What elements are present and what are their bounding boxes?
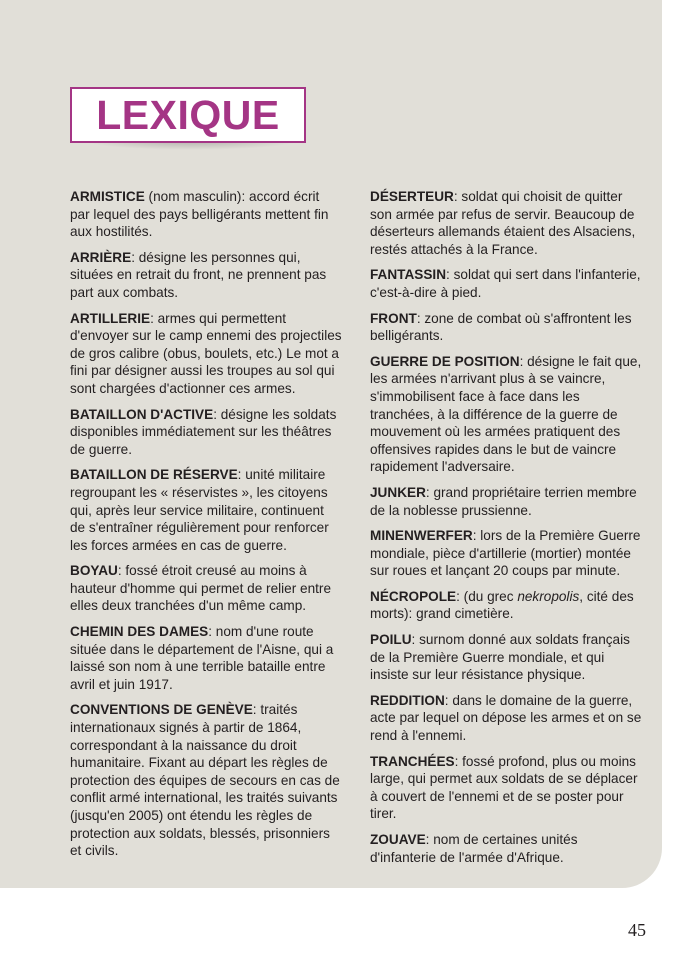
entry-term: REDDITION <box>370 692 445 708</box>
entry-definition: : nom de certaines unités d'infanterie de l'armée d'Afrique. <box>370 832 578 865</box>
entry-definition: : fossé étroit creusé au moins à hauteur d'homme qui permet de relier entre elles deux tranchées d'un même camp. <box>70 563 332 614</box>
entry-term: NÉCROPOLE <box>370 588 457 604</box>
lexicon-entry <box>70 623 342 693</box>
entry-term: ARMISTICE <box>70 189 145 204</box>
lexicon-entry <box>70 406 342 459</box>
page-title: LEXIQUE <box>96 91 280 138</box>
lexicon-entry <box>70 466 342 554</box>
entry-term: TRANCHÉES <box>370 753 455 769</box>
lexicon-entry <box>70 562 342 615</box>
entry-term: BATAILLON DE RÉSERVE <box>70 467 238 483</box>
entry-term: POILU <box>370 632 412 648</box>
lexicon-entry <box>70 701 342 859</box>
lexicon-entry <box>70 310 342 398</box>
right-column <box>370 188 645 874</box>
entry-term: CONVENTIONS DE GENÈVE <box>70 702 253 718</box>
entry-definition: : soldat qui choisit de quitter son armée par refus de servir. Beaucoup de déserteurs allemands étaient des Alsaciens, restés attachés à la France. <box>370 189 636 257</box>
entry-definition: : désigne les soldats disponibles immédiatement sur les théâtres de guerre. <box>70 406 337 457</box>
entry-definition: : lors de la Première Guerre mondiale, pièce d'artillerie (mortier) montée sur roues et lançant 20 coups par minute. <box>370 528 641 579</box>
entry-definition: : surnom donné aux soldats français de la Première Guerre mondiale, et qui insiste sur leur résistance physique. <box>370 632 630 683</box>
entry-definition: : fossé profond, plus ou moins large, qui permet aux soldats de se déplacer à couvert de l'ennemi et de se poster pour tirer. <box>370 753 638 822</box>
entry-definition: : désigne le fait que, les armées n'arrivant plus à se vaincre, s'immobilisent face à face dans les tranchées, à la différence de la guerre de mouvement où les armées pratiquent des offensives rapides dans le but de vaincre rapidement l'adversaire. <box>370 353 642 475</box>
entry-term: MINENWERFER <box>370 528 473 544</box>
entry-definition: : désigne les personnes qui, situées en retrait du front, ne prennent pas part aux combats. <box>70 249 327 300</box>
lexicon-entry <box>370 753 645 823</box>
lexicon-entry <box>370 527 645 580</box>
entry-term: DÉSERTEUR <box>370 189 454 204</box>
entry-definition: : grand propriétaire terrien membre de la noblesse prussienne. <box>370 484 637 518</box>
entry-definition: : soldat qui sert dans l'infanterie, c'est-à-dire à pied. <box>370 267 641 300</box>
entry-definition: : dans le domaine de la guerre, acte par lequel on dépose les armes et on se rend à l'ennemi. <box>370 692 642 744</box>
entry-term: GUERRE DE POSITION <box>370 353 520 369</box>
lexicon-entry <box>370 484 645 519</box>
entry-definition: : unité militaire regroupant les « réservistes », les citoyens qui, après leur service militaire, continuent de s'entraîner régulièrement pour renforcer les forces armées en cas de guerre. <box>70 467 329 553</box>
lexicon-entry <box>370 588 645 623</box>
entry-term: ZOUAVE <box>370 832 426 847</box>
title-box <box>70 87 306 143</box>
entry-definition: : traités internationaux signés à partir de 1864, correspondant à la naissance du droit humanitaire. Fixant au départ les règles de protection des équipes de secours en cas de conflit armé international, les traités suivants (jusqu'en 2005) ont étendu les règles de protection aux soldats, blessés, prisonniers et civils. <box>70 702 340 859</box>
entry-definition: : zone de combat où s'affrontent les belligérants. <box>370 310 632 344</box>
entry-term: CHEMIN DES DAMES <box>70 624 209 640</box>
entry-term: ARRIÈRE <box>70 249 132 265</box>
lexicon-entry <box>370 188 645 258</box>
entry-term: FANTASSIN <box>370 267 447 283</box>
entry-term: ARTILLERIE <box>70 310 151 326</box>
lexicon-entry <box>370 692 645 745</box>
entry-definition: (nom masculin): accord écrit par lequel des pays belligérants mettent fin aux hostilités. <box>70 189 329 240</box>
entry-term: FRONT <box>370 310 417 326</box>
entry-definition-part: : (du grec <box>456 588 518 604</box>
entry-definition-italic: nekropolis <box>517 588 580 604</box>
entry-term: BOYAU <box>70 563 118 579</box>
entry-term: JUNKER <box>370 484 426 500</box>
page-number: 45 <box>628 920 646 940</box>
entry-term: BATAILLON D'ACTIVE <box>70 406 214 422</box>
lexicon-entry <box>370 631 645 684</box>
lexicon-entry <box>70 188 342 241</box>
left-column <box>70 188 342 868</box>
entry-definition: : armes qui permettent d'envoyer sur le camp ennemi des projectiles de gros calibre (obus, boulets, etc.) Le mot a fini par désigner aussi les troupes au sol qui sont chargées d'actionner ces armes. <box>70 310 342 396</box>
lexicon-entry <box>70 249 342 302</box>
entry-definition-part: , cité des morts): grand cimetière. <box>370 588 634 622</box>
lexicon-entry <box>370 831 645 866</box>
lexicon-entry <box>370 353 645 476</box>
entry-definition: : nom d'une route située dans le département de l'Aisne, qui a laissé son nom à une terrible bataille entre avril et juin 1917. <box>70 624 334 692</box>
lexicon-entry <box>370 310 645 345</box>
lexicon-entry <box>370 266 645 301</box>
